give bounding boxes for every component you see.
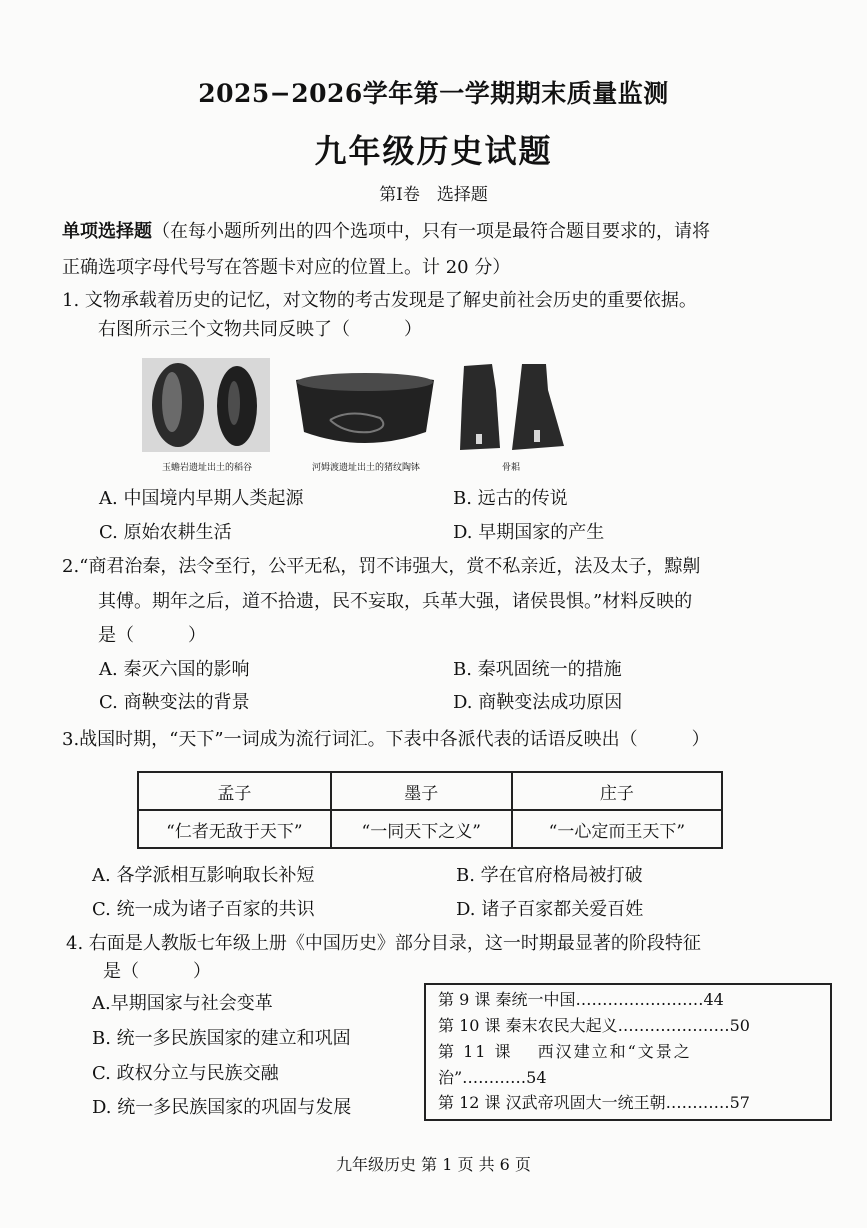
- q3-quote-table: [137, 771, 723, 849]
- q3-option-b[interactable]: B. 学在官府格局被打破: [456, 865, 643, 886]
- section-title: 第Ⅰ卷 选择题: [379, 185, 488, 205]
- q2-stem-line-1: 2.“商君治秦，法令至行，公平无私，罚不讳强大，赏不私亲近，法及太子，黥劓: [62, 556, 701, 577]
- toc-item-lesson-9: 第 9 课 秦统一中国……………………44: [438, 990, 724, 1009]
- toc-item-lesson-10: 第 10 课 秦末农民大起义…………………50: [438, 1016, 750, 1035]
- q1-option-b[interactable]: B. 远古的传说: [453, 488, 568, 509]
- textbook-toc-box: [424, 983, 832, 1121]
- rice-grain-image: [142, 358, 270, 452]
- table-header-mozi: 墨子: [331, 772, 512, 810]
- rice-grain-caption: 玉蟾岩遗址出土的稻谷: [161, 463, 252, 473]
- q4-option-a[interactable]: A.早期国家与社会变革: [92, 993, 273, 1014]
- exam-title: 九年级历史试题: [314, 132, 553, 170]
- toc-item-lesson-12: 第 12 课 汉武帝巩固大一统王朝…………57: [438, 1093, 750, 1112]
- instructions-line-2: 正确选项字母代号写在答题卡对应的位置上。计 20 分）: [62, 257, 511, 278]
- q1-option-c[interactable]: C. 原始农耕生活: [99, 522, 232, 543]
- q2-option-c[interactable]: C. 商鞅变法的背景: [99, 692, 250, 713]
- instructions-line-1: [62, 220, 710, 244]
- q2-stem-line-2: 其傅。期年之后，道不拾遗，民不妄取，兵革大强，诸侯畏惧。”材料反映的: [98, 591, 693, 612]
- q1-option-a[interactable]: A. 中国境内早期人类起源: [99, 488, 304, 509]
- instructions-label: 单项选择题: [62, 221, 152, 242]
- bone-spade-caption: 骨耜: [501, 463, 520, 473]
- q2-option-d[interactable]: D. 商鞅变法成功原因: [453, 692, 623, 713]
- table-cell-mencius: “仁者无敌于天下”: [138, 810, 331, 848]
- q4-stem-line-2: 是（ ）: [103, 961, 211, 982]
- table-cell-zhuangzi: “一心定而王天下”: [512, 810, 722, 848]
- q2-stem-line-3: 是（ ）: [98, 625, 206, 646]
- q2-option-a[interactable]: A. 秦灭六国的影响: [99, 659, 250, 680]
- instructions-text-1: （在每小题所列出的四个选项中，只有一项是最符合题目要求的，请将: [152, 221, 710, 242]
- q2-option-b[interactable]: B. 秦巩固统一的措施: [453, 659, 622, 680]
- q3-option-a[interactable]: A. 各学派相互影响取长补短: [92, 865, 315, 886]
- q3-stem-line-1: 3.战国时期，“天下”一词成为流行词汇。下表中各派代表的话语反映出（ ）: [62, 729, 710, 750]
- exam-header: 2025−2026学年第一学期期末质量监测: [198, 79, 669, 108]
- table-cell-mozi: “一同天下之义”: [331, 810, 512, 848]
- pig-pattern-pottery-bowl-image: [290, 370, 440, 456]
- q1-stem-line-2: 右图所示三个文物共同反映了（ ）: [98, 319, 422, 340]
- q4-stem-line-1: 4. 右面是人教版七年级上册《中国历史》部分目录，这一时期最显著的阶段特征: [66, 933, 701, 954]
- page-footer: 九年级历史 第 1 页 共 6 页: [336, 1155, 531, 1174]
- bone-spade-image: [452, 360, 570, 454]
- table-header-mencius: 孟子: [138, 772, 331, 810]
- toc-item-lesson-11-cont: 治”…………54: [438, 1068, 547, 1087]
- table-header-row: [138, 772, 722, 810]
- q3-option-c[interactable]: C. 统一成为诸子百家的共识: [92, 899, 315, 920]
- q1-option-d[interactable]: D. 早期国家的产生: [453, 522, 605, 543]
- q4-option-b[interactable]: B. 统一多民族国家的建立和巩固: [92, 1028, 351, 1049]
- q4-option-d[interactable]: D. 统一多民族国家的巩固与发展: [92, 1097, 352, 1118]
- q1-stem-line-1: 1. 文物承载着历史的记忆，对文物的考古发现是了解史前社会历史的重要依据。: [62, 290, 697, 311]
- pottery-bowl-caption: 河姆渡遗址出土的猪纹陶钵: [311, 463, 420, 473]
- table-header-zhuangzi: 庄子: [512, 772, 722, 810]
- q4-option-c[interactable]: C. 政权分立与民族交融: [92, 1063, 279, 1084]
- toc-item-lesson-11: 第 11 课 西汉建立和“文景之: [438, 1042, 692, 1061]
- q3-option-d[interactable]: D. 诸子百家都关爱百姓: [456, 899, 644, 920]
- table-row: [138, 810, 722, 848]
